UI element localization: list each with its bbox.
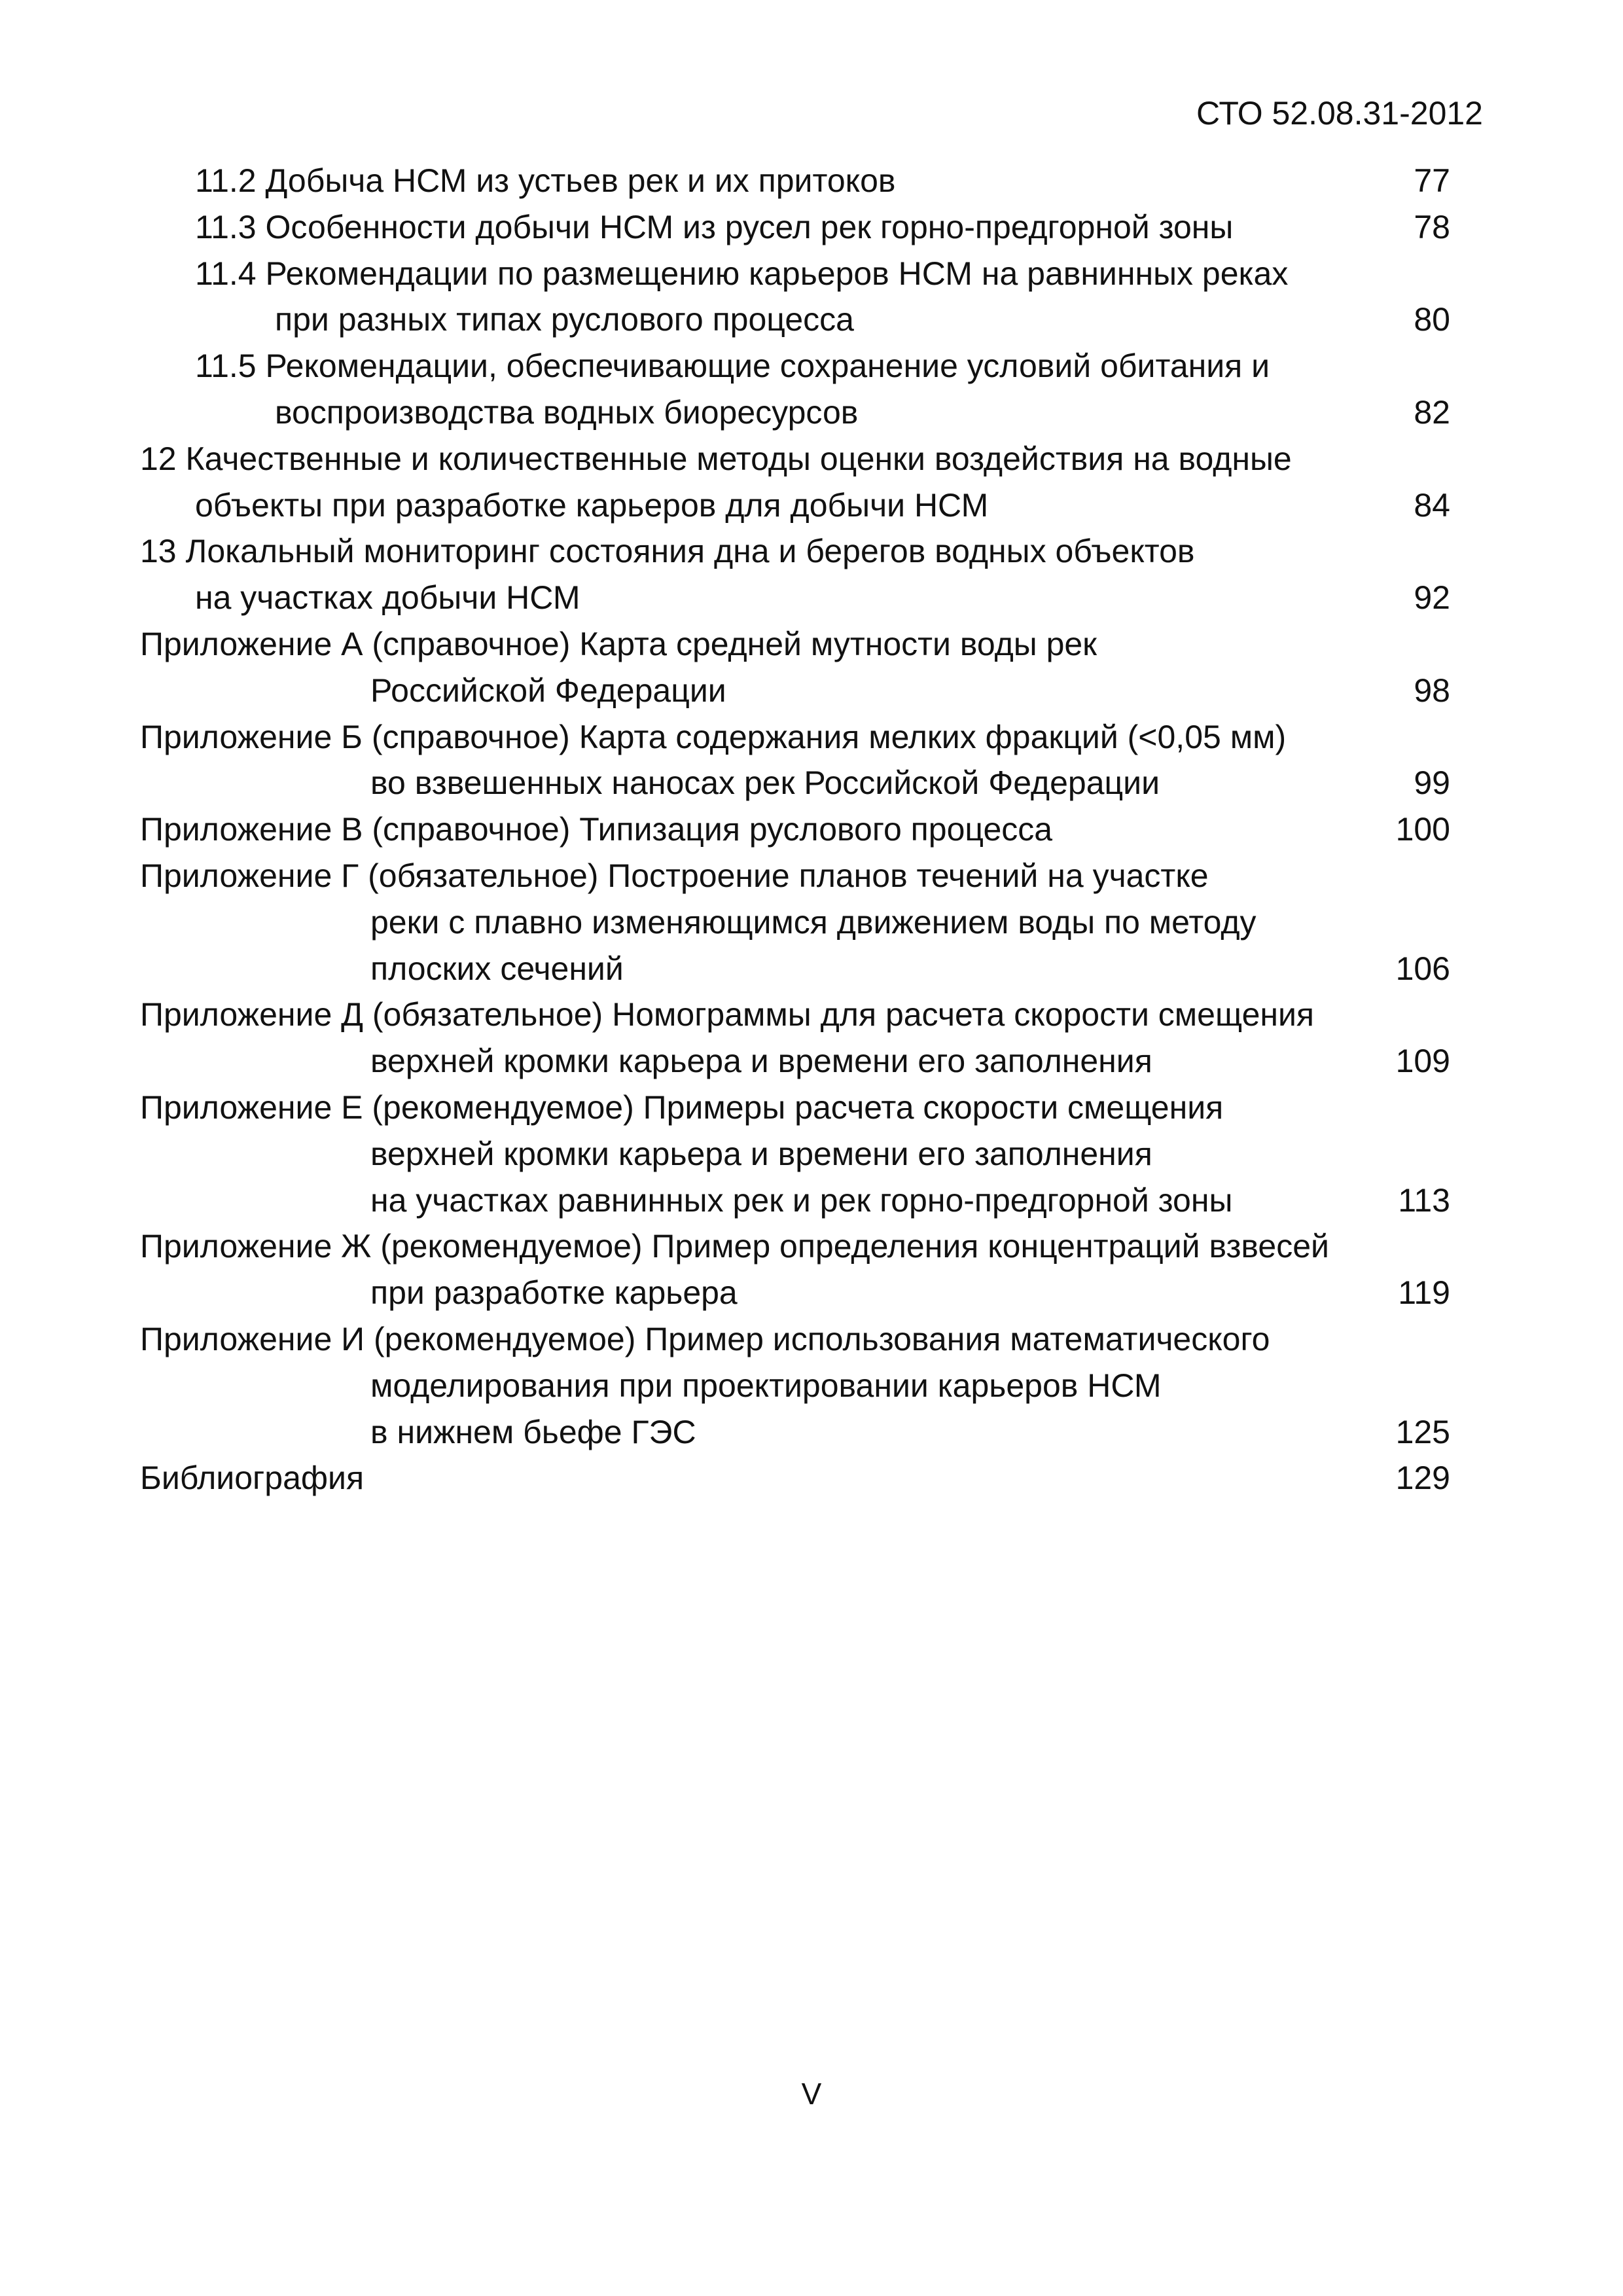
toc-entry [0, 531, 1623, 571]
toc-entry [0, 717, 1623, 757]
toc-leader-dots [1243, 207, 1360, 247]
toc-leader-dots [868, 393, 1360, 432]
toc-entry-title: Приложение В (справочное) Типизация руслового процесса [140, 811, 1053, 848]
toc-entry [0, 1412, 1623, 1452]
toc-entry [0, 763, 1623, 802]
toc-entry-title: верхней кромки карьера и времени его заполнения [370, 1135, 1152, 1172]
toc-page-number: 113 [1398, 1181, 1450, 1219]
toc-entry [0, 671, 1623, 710]
toc-entry-title: 13 Локальный мониторинг состояния дна и берегов водных объектов [140, 533, 1195, 570]
toc-leader-dots [1170, 763, 1360, 802]
toc-page-number: 106 [1395, 950, 1450, 987]
toc-entry [0, 1458, 1623, 1498]
toc-entry-title: 11.5 Рекомендации, обеспечивающие сохранение условий обитания и [195, 348, 1270, 385]
toc-page-number: 92 [1414, 579, 1450, 617]
toc-entry-title: Приложение Б (справочное) Карта содержания мелких фракций (<0,05 мм) [140, 718, 1287, 755]
toc-entry [0, 856, 1623, 895]
toc-entry-title: верхней кромки карьера и времени его заполнения [370, 1043, 1152, 1080]
toc-page-number: 109 [1395, 1043, 1450, 1080]
toc-entry [0, 346, 1623, 386]
toc-entry-title: Приложение Г (обязательное) Построение планов течений на участке [140, 857, 1209, 894]
toc-entry [0, 1088, 1623, 1127]
page-number: V [801, 2077, 822, 2111]
toc-entry-title: Приложение Ж (рекомендуемое) Пример определения концентраций взвесей [140, 1228, 1329, 1265]
toc-entry [0, 393, 1623, 432]
toc-entry [0, 1134, 1623, 1174]
toc-entry [0, 161, 1623, 200]
toc-page-number: 100 [1395, 811, 1450, 848]
toc-entry [0, 578, 1623, 617]
toc-entry [0, 995, 1623, 1034]
toc-entry [0, 300, 1623, 339]
toc-entry [0, 1181, 1623, 1220]
toc-entry [0, 949, 1623, 988]
toc-entry-title: Приложение Д (обязательное) Номограммы для расчета скорости смещения [140, 996, 1314, 1033]
toc-entry [0, 1041, 1623, 1081]
toc-leader-dots [906, 161, 1360, 200]
toc-leader-dots [748, 1273, 1360, 1312]
toc-entry-title: при разработке карьера [370, 1274, 738, 1312]
toc-entry-title: воспроизводства водных биоресурсов [275, 394, 859, 431]
toc-entry-title: 11.2 Добыча НСМ из устьев рек и их притоков [195, 162, 896, 199]
toc-entry [0, 439, 1623, 478]
toc-entry [0, 1273, 1623, 1312]
toc-entry-title: на участках добычи НСМ [195, 579, 580, 617]
toc-entry [0, 254, 1623, 293]
toc-entry-title: моделирования при проектировании карьеров НСМ [370, 1367, 1162, 1404]
toc-entry-title: при разных типах руслового процесса [275, 301, 854, 338]
toc-page-number: 119 [1398, 1274, 1450, 1312]
toc-entry-title: на участках равнинных рек и рек горно-предгорной зоны [370, 1181, 1233, 1219]
toc-entry [0, 810, 1623, 849]
toc-entry-title: плоских сечений [370, 950, 624, 987]
toc-leader-dots [865, 300, 1360, 339]
toc-page-number: 84 [1414, 486, 1450, 524]
toc-entry [0, 1319, 1623, 1359]
toc-page-number: 78 [1414, 208, 1450, 245]
toc-leader-dots [707, 1412, 1360, 1452]
toc-page-number: 98 [1414, 672, 1450, 709]
toc-entry-title: Приложение А (справочное) Карта средней мутности воды рек [140, 626, 1097, 662]
toc-leader-dots [590, 578, 1360, 617]
toc-entry [0, 624, 1623, 664]
toc-leader-dots [737, 671, 1360, 710]
toc-entry-title: 11.3 Особенности добычи НСМ из русел рек горно-предгорной зоны [195, 208, 1234, 245]
toc-page-number: 125 [1395, 1413, 1450, 1450]
toc-entry-title: в нижнем бьефе ГЭС [370, 1413, 696, 1450]
toc-entry [0, 486, 1623, 525]
toc-entry [0, 1366, 1623, 1405]
toc-leader-dots [1163, 1041, 1360, 1081]
toc-leader-dots [374, 1458, 1360, 1498]
toc-entry-title: реки с плавно изменяющимся движением воды по методу [370, 903, 1257, 941]
toc-entry-title: объекты при разработке карьеров для добычи НСМ [195, 486, 989, 524]
toc-leader-dots [1243, 1181, 1360, 1220]
toc-page-number: 129 [1395, 1460, 1450, 1497]
toc-page-number: 80 [1414, 301, 1450, 338]
toc-leader-dots [1063, 810, 1360, 849]
toc-entry-title: 11.4 Рекомендации по размещению карьеров НСМ на равнинных реках [195, 255, 1289, 292]
toc-entry-title: Приложение И (рекомендуемое) Пример использования математического [140, 1321, 1270, 1357]
toc-page-number: 77 [1414, 162, 1450, 199]
toc-page-number: 82 [1414, 394, 1450, 431]
toc-entry-title: 12 Качественные и количественные методы оценки воздействия на водные [140, 440, 1292, 477]
toc-entry [0, 1227, 1623, 1266]
toc-entry-title: Библиография [140, 1460, 365, 1497]
toc-entry [0, 207, 1623, 247]
toc-leader-dots [999, 486, 1360, 525]
toc-page-number: 99 [1414, 764, 1450, 802]
toc-entry [0, 903, 1623, 942]
document-code-header: СТО 52.08.31-2012 [1196, 95, 1483, 132]
toc-entry-title: Приложение Е (рекомендуемое) Примеры расчета скорости смещения [140, 1089, 1224, 1126]
toc-entry-title: Российской Федерации [370, 672, 726, 709]
toc-leader-dots [634, 949, 1360, 988]
toc-entry-title: во взвешенных наносах рек Российской Федерации [370, 764, 1160, 802]
